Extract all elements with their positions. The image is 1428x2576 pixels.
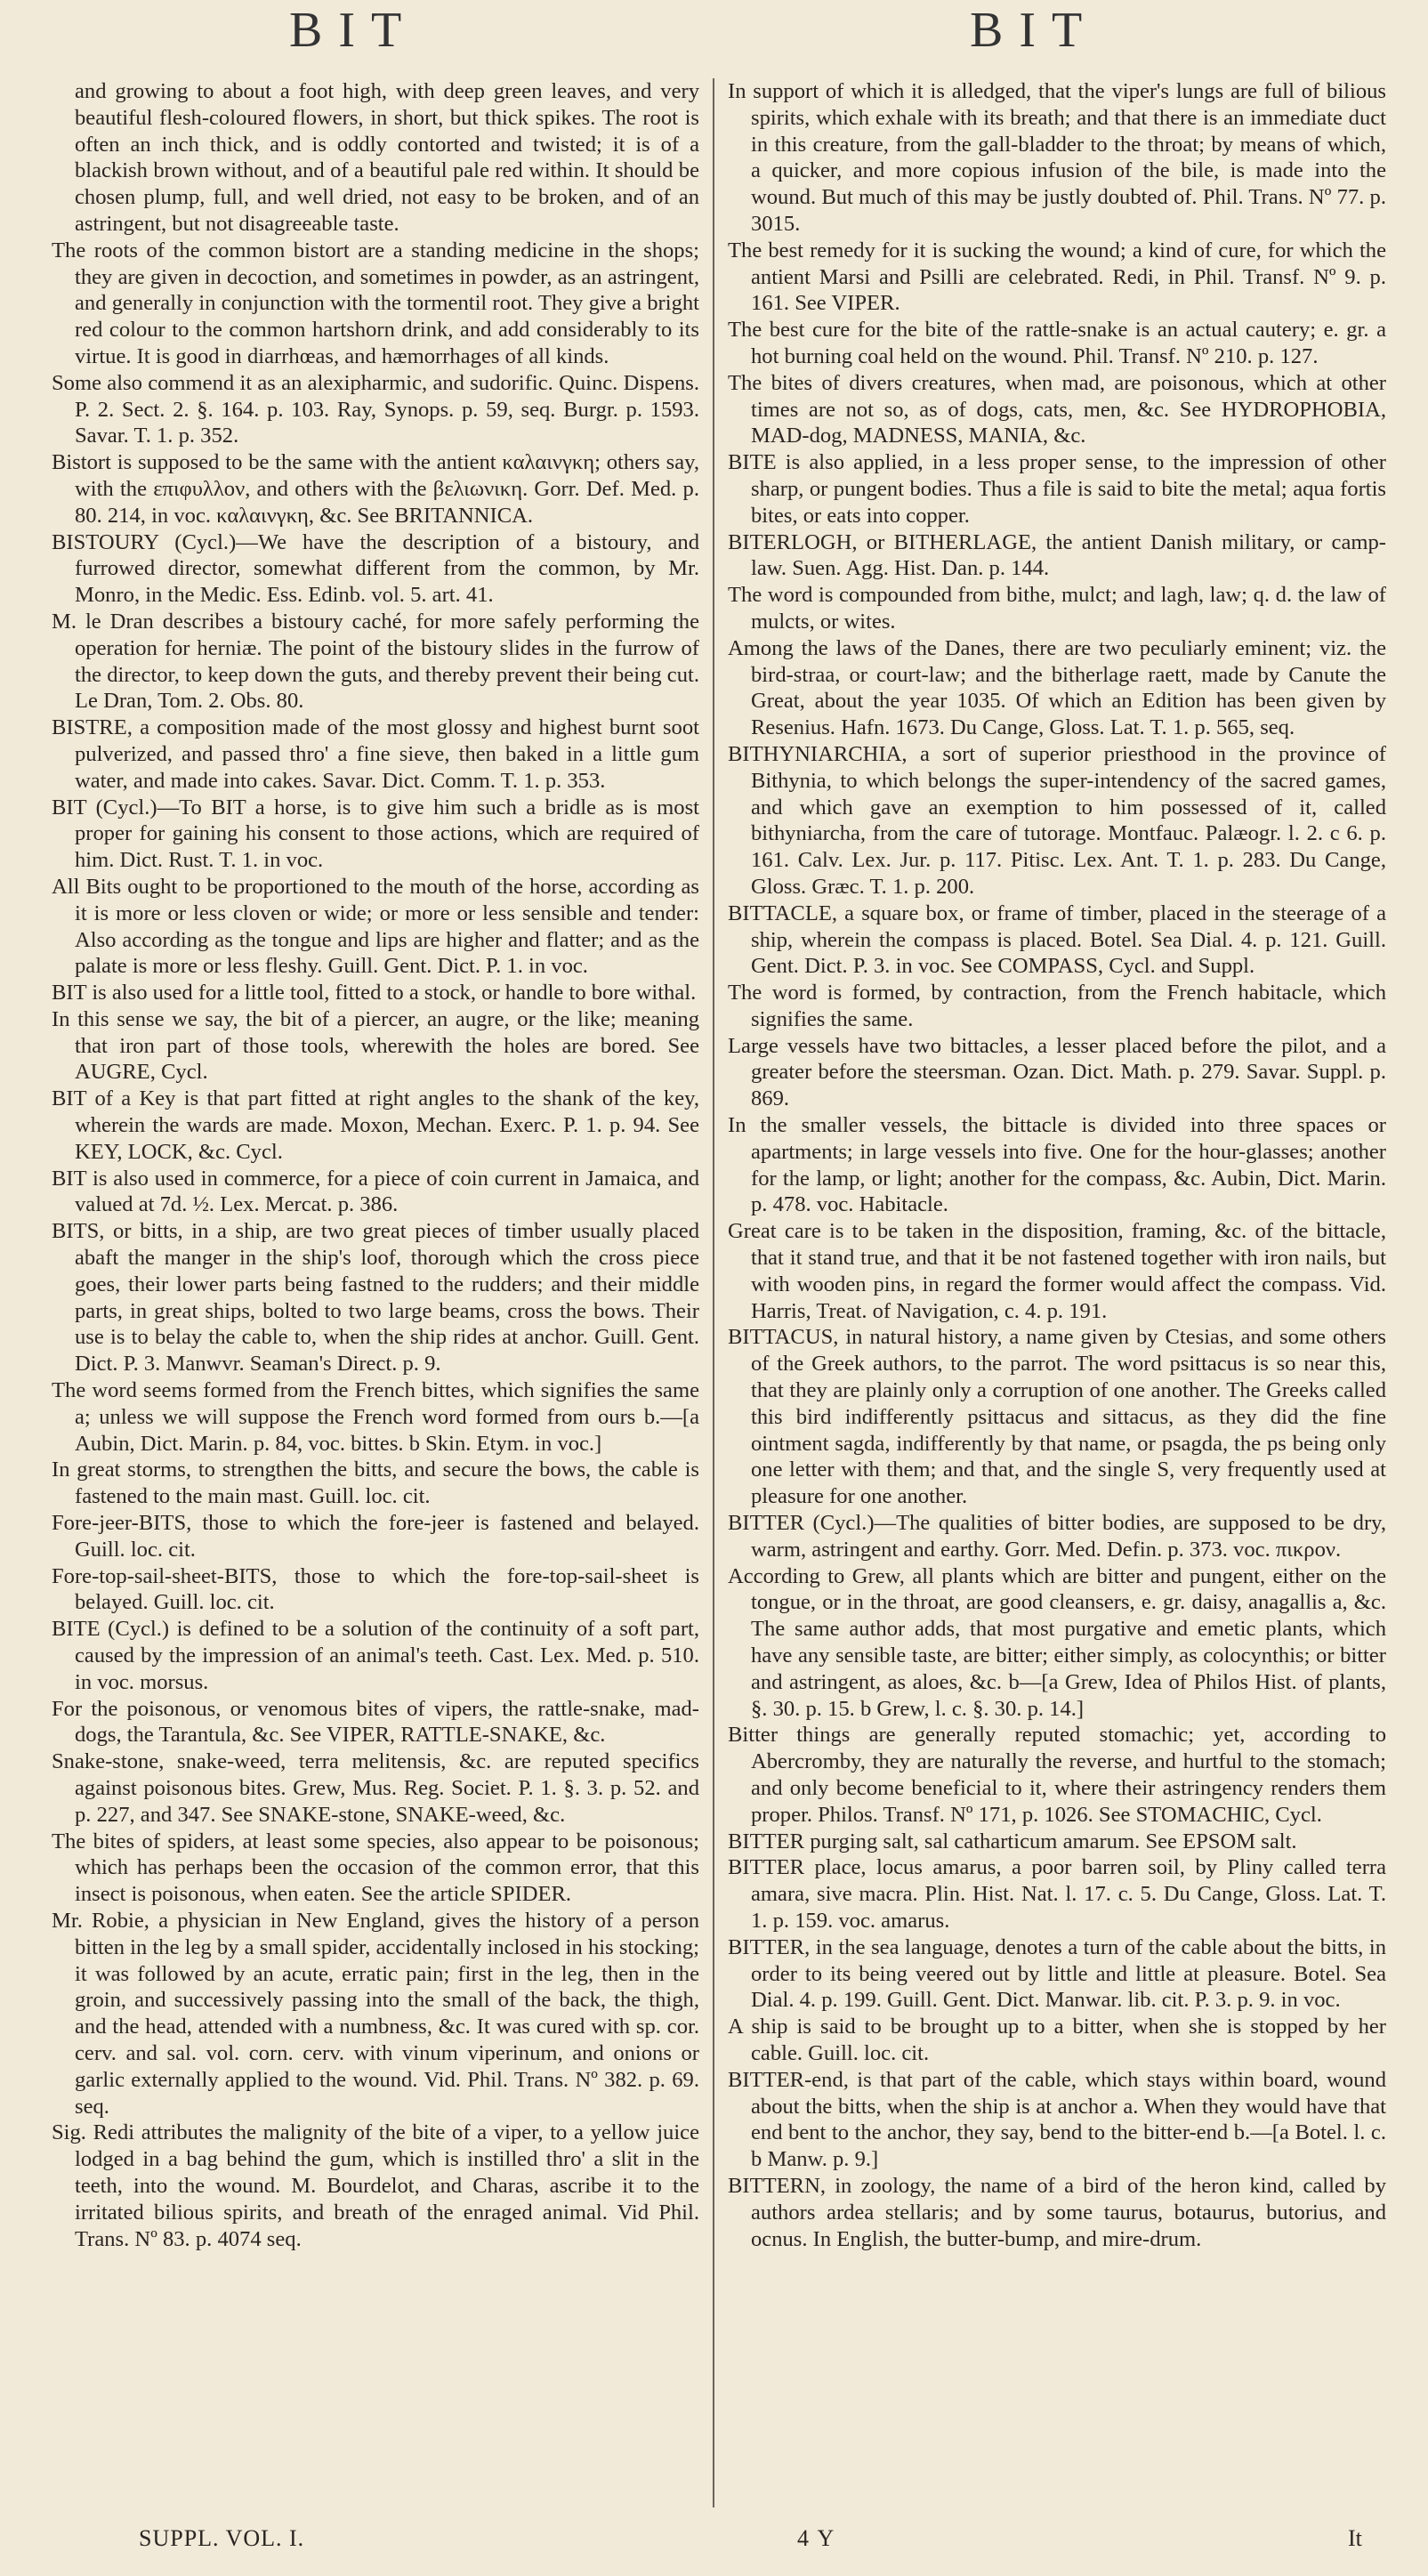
left-column [52,78,699,2252]
entry-paragraph: The word is formed, by contraction, from the French habitacle, which signifies the same. [728,981,1386,1031]
entry-paragraph: Sig. Redi attributes the malignity of the bite of a viper, to a yellow juice lodged in a bag behind the gum, which is instilled thro' a slit in the teeth, into the wound. M. Bourdelot, and Charas, ascribe it to the irritated bilious spirits, and breath of the enraged animal. Vid Phil. Trans. Nº 83. p. 4074 seq. [52,2120,699,2251]
entry-paragraph: In this sense we say, the bit of a piercer, an augre, or the like; meaning that iron part of those tools, wherewith the holes are bored. See AUGRE, Cycl. [52,1006,699,1085]
entry-paragraph: Bitter things are generally reputed stomachic; yet, according to Abercromby, they are naturally the reverse, and hurtful to the stomach; and only become beneficial to it, where their astringency renders them proper. Philos. Transf. Nº 171, p. 1026. See STOMACHIC, Cycl. [728,1723,1386,1827]
entry-paragraph: In the smaller vessels, the bittacle is divided into three spaces or apartments; in large vessels into five. One for the hour-glasses; another for the lamp, or light; another for the compass, &c. Aubin, Dict. Marin. p. 478. voc. Habitacle. [728,1113,1386,1217]
entry-paragraph: The bites of spiders, at least some species, also appear to be poisonous; which has perhaps been the occasion of the common error, that this insect is poisonous, when eaten. See the article SPIDER. [52,1829,699,1907]
catchword: It [1348,2525,1362,2551]
entry-paragraph: All Bits ought to be proportioned to the mouth of the horse, according as it is more or less cloven or wide; or more or less sensible and tender: Also according as the tongue and lips are higher and flatter; and as the palate is more or less fleshy. Guill. Gent. Dict. P. 1. in voc. [52,874,699,979]
left-headword: BIT [289,3,418,58]
entry-paragraph: BIT is also used for a little tool, fitted to a stock, or handle to bore withal. [52,981,697,1005]
entry-paragraph: The word seems formed from the French bittes, which signifies the same a; unless we will suppose the French word formed from ours b.—[a Aubin, Dict. Marin. p. 84, voc. bittes. b Skin. Etym. in voc.] [52,1378,699,1456]
entry-paragraph: BISTOURY (Cycl.)—We have the description of a bistoury, and furrowed director, somewhat different from the common, by Mr. Monro, in the Medic. Ess. Edinb. vol. 5. art. 41. [52,529,699,608]
entry-paragraph: BIT is also used in commerce, for a piece of coin current in Jamaica, and valued at 7d. ½. Lex. Mercat. p. 386. [52,1166,699,1217]
entry-paragraph: The word is compounded from bithe, mulct; and lagh, law; q. d. the law of mulcts, or wites. [728,583,1386,634]
entry-paragraph: BITTER (Cycl.)—The qualities of bitter bodies, are supposed to be dry, warm, astringent and earthy. Gorr. Med. Defin. p. 373. voc. πικρον. [728,1511,1386,1562]
entry-paragraph: BITTACUS, in natural history, a name given by Ctesias, and some others of the Greek authors, to the parrot. The word psittacus is so near this, that they are plainly only a corruption of one another. The Greeks called this bird indifferently psittacus and sittacus, as they did the fine ointment sagda, indifferently by that name, or psagda, the ps being only one letter with them; and that, and the single S, very frequently used at pleasure for one another. [728,1325,1386,1509]
entry-paragraph: Fore-top-sail-sheet-BITS, those to which the fore-top-sail-sheet is belayed. Guill. loc. cit. [52,1563,699,1615]
entry-paragraph: BITTACLE, a square box, or frame of timber, placed in the steerage of a ship, wherein the compass is placed. Botel. Sea Dial. 4. p. 121. Guill. Gent. Dict. P. 3. in voc. See COMPASS, Cycl. and Suppl. [728,900,1386,979]
volume-label: SUPPL. VOL. I. [139,2525,305,2551]
entry-paragraph: BITTER place, locus amarus, a poor barren soil, by Pliny called terra amara, sive macra. Plin. Hist. Nat. l. 17. c. 5. Du Cange, Gloss. Lat. T. 1. p. 159. voc. amarus. [728,1855,1386,1933]
entry-paragraph: For the poisonous, or venomous bites of vipers, the rattle-snake, mad-dogs, the Tarantula, &c. See VIPER, RATTLE-SNAKE, &c. [52,1696,699,1748]
entry-paragraph: Large vessels have two bittacles, a lesser placed before the pilot, and a greater before the steersman. Ozan. Dict. Math. p. 279. Savar. Suppl. p. 869. [728,1033,1386,1111]
entry-paragraph: BIT (Cycl.)—To BIT a horse, is to give him such a bridle as is most proper for gaining his consent to those actions, which are required of him. Dict. Rust. T. 1. in voc. [52,795,699,873]
entry-paragraph: Great care is to be taken in the disposition, framing, &c. of the bittacle, that it stand true, and that it be not fastened together with iron nails, but with wooden pins, in regard the former would affect the compass. Vid. Harris, Treat. of Navigation, c. 4. p. 191. [728,1219,1386,1323]
entry-paragraph: BITTER-end, is that part of the cable, which stays within board, wound about the bitts, when the ship is at anchor a. When they would have that end bent to the anchor, they say, bend to the bitter-end b.—[a Botel. l. c. b Manw. p. 9.] [728,2067,1386,2172]
entry-paragraph: M. le Dran describes a bistoury caché, for more safely performing the operation for herniæ. The point of the bistoury slides in the furrow of the director, to keep down the guts, and thereby prevent their being cut. Le Dran, Tom. 2. Obs. 80. [52,609,699,714]
entry-paragraph: BITE is also applied, in a less proper sense, to the impression of other sharp, or pungent bodies. Thus a file is said to bite the metal; aqua fortis bites, or eats into copper. [728,450,1386,528]
entry-paragraph: BITS, or bitts, in a ship, are two great pieces of timber usually placed abaft the manger in the ship's loof, thorough which the cross piece goes, their lower parts being fastned to the rudders; and their middle parts, in great ships, bolted to two large beams, cross the bows. Their use is to belay the cable to, when the ship rides at anchor. Guill. Gent. Dict. P. 3. Manwvr. Seaman's Direct. p. 9. [52,1219,699,1377]
right-headword: BIT [970,3,1099,58]
signature-mark: 4 Y [797,2525,836,2551]
page-footer [0,2525,1428,2570]
entry-paragraph: BIT of a Key is that part fitted at right angles to the shank of the key, wherein the wards are made. Moxon, Mechan. Exerc. P. 1. p. 94. See KEY, LOCK, &c. Cycl. [52,1086,699,1164]
entry-paragraph: Mr. Robie, a physician in New England, gives the history of a person bitten in the leg by a small spider, accidentally inclosed in his stocking; it was followed by an acute, erratic pain; first in the leg, then in the groin, and successively passing into the small of the back, the thigh, and the head, attended with a numbness, &c. It was cured with sp. cor. cerv. and sal. vol. corn. cerv. with vinum viperinum, and onions or garlic externally applied to the wound. Vid. Phil. Trans. Nº 382. p. 69. seq. [52,1908,699,2119]
entry-paragraph: BITTER purging salt, sal catharticum amarum. See EPSOM salt. [728,1829,1297,1853]
entry-paragraph: In great storms, to strengthen the bitts, and secure the bows, the cable is fastened to the main mast. Guill. loc. cit. [52,1458,699,1509]
entry-paragraph: The best cure for the bite of the rattle-snake is an actual cautery; e. gr. a hot burning coal held on the wound. Phil. Transf. Nº 210. p. 127. [728,318,1386,368]
entry-paragraph: According to Grew, all plants which are bitter and pungent, either on the tongue, or in the throat, are good cleansers, e. gr. daisy, anagallis a, &c. The same author adds, that most purgative and emetic plants, which have any sensible taste, are bitter; either simply, as colocynthis; or bitter and astringent, as aloes, &c. b—[a Grew, Idea of Philos Hist. of plants, §. 30. p. 15. b Grew, l. c. §. 30. p. 14.] [728,1563,1386,1721]
entry-paragraph: Among the laws of the Danes, there are two peculiarly eminent; viz. the bird-straa, or court-law; and the bitherlage raett, made by Canute the Great, about the year 1035. Of which an Edition has been given by Resenius. Hafn. 1673. Du Cange, Gloss. Lat. T. 1. p. 565, seq. [728,635,1386,740]
right-column [728,78,1386,2252]
entry-paragraph: The roots of the common bistort are a standing medicine in the shops; they are given in decoction, and sometimes in powder, as an astringent, and generally in conjunction with the tormentil root. They give a bright red colour to the common hartshorn drink, and add considerably to its virtue. It is good in diarrhœas, and hæmorrhages of all kinds. [52,238,699,368]
entry-paragraph: and growing to about a foot high, with deep green leaves, and very beautiful flesh-coloured flowers, in short, but thick spikes. The root is often an inch thick, and is oddly contorted and twisted; it is of a blackish brown without, and of a beautiful pale red within. It should be chosen plump, full, and well dried, not easy to be broken, and of an astringent, but not disagreeable taste. [75,79,699,236]
entry-paragraph: BITERLOGH, or BITHERLAGE, the antient Danish military, or camp-law. Suen. Agg. Hist. Dan. p. 144. [728,529,1386,581]
entry-paragraph: The bites of divers creatures, when mad, are poisonous, which at other times are not so, as of dogs, cats, men, &c. See HYDROPHOBIA, MAD-dog, MADNESS, MANIA, &c. [728,370,1386,448]
running-head [0,0,1428,71]
entry-paragraph: Fore-jeer-BITS, those to which the fore-jeer is fastened and belayed. Guill. loc. cit. [52,1511,699,1562]
entry-paragraph: Snake-stone, snake-weed, terra melitensis, &c. are reputed specifics against poisonous bites. Grew, Mus. Reg. Societ. P. 1. §. 3. p. 52. and p. 227, and 347. See SNAKE-stone, SNAKE-weed, &c. [52,1749,699,1827]
entry-paragraph: The best remedy for it is sucking the wound; a kind of cure, for which the antient Marsi and Psilli are celebrated. Redi, in Phil. Transf. Nº 9. p. 161. See VIPER. [728,238,1386,316]
column-divider [713,78,714,2507]
entry-paragraph: BITTER, in the sea language, denotes a turn of the cable about the bitts, in order to its being veered out by little and little at pleasure. Botel. Sea Dial. 4. p. 199. Guill. Gent. Dict. Manwar. lib. cit. P. 3. p. 9. in voc. [728,1934,1386,2013]
entry-paragraph: A ship is said to be brought up to a bitter, when she is stopped by her cable. Guill. loc. cit. [728,2015,1386,2065]
entry-paragraph: BITTERN, in zoology, the name of a bird of the heron kind, called by authors ardea stellaris; and by some taurus, botaurus, butorius, and ocnus. In English, the butter-bump, and mire-drum. [728,2173,1386,2251]
entry-paragraph: BITE (Cycl.) is defined to be a solution of the continuity of a soft part, caused by the impression of an animal's teeth. Cast. Lex. Med. p. 510. in voc. morsus. [52,1617,699,1694]
entry-paragraph: In support of which it is alledged, that the viper's lungs are full of bilious spirits, which exhale with its breath; and that there is an immediate duct in this creature, from the gall-bladder to the throat; by means of which, a quicker, and more copious infusion of the bile, is made into the wound. But much of this may be justly doubted of. Phil. Trans. Nº 77. p. 3015. [728,79,1386,236]
entry-paragraph: BISTRE, a composition made of the most glossy and highest burnt soot pulverized, and passed thro' a fine sieve, then baked in a little gum water, and made into cakes. Savar. Dict. Comm. T. 1. p. 353. [52,715,699,793]
entry-paragraph: Some also commend it as an alexipharmic, and sudorific. Quinc. Dispens. P. 2. Sect. 2. §. 164. p. 103. Ray, Synops. p. 59, seq. Burgr. p. 1593. Savar. T. 1. p. 352. [52,370,699,448]
entry-paragraph: BITHYNIARCHIA, a sort of superior priesthood in the province of Bithynia, to which belongs the super-intendency of the sacred games, and which gave an exemption to him possessed of it, called bithyniarcha, from the care of tutorage. Montfauc. Palæogr. l. 2. c 6. p. 161. Calv. Lex. Jur. p. 117. Pitisc. Lex. Ant. T. 1. p. 283. Du Cange, Gloss. Græc. T. 1. p. 200. [728,741,1386,899]
entry-paragraph: Bistort is supposed to be the same with the antient καλαινγκη; others say, with the επιφυλλον, and others with the βελιωνικη. Gorr. Def. Med. p. 80. 214, in voc. καλαινγκη, &c. See BRITANNICA. [52,450,699,528]
